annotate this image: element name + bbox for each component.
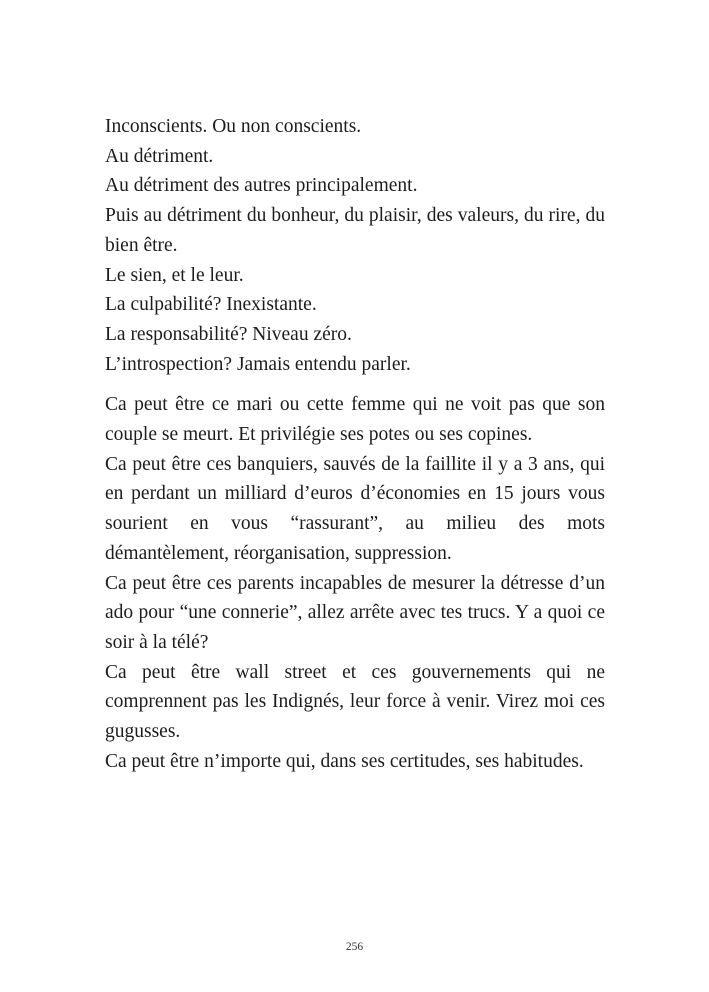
text-block-paragraphs xyxy=(105,390,605,776)
paragraph: La responsabilité? Niveau zéro. xyxy=(105,323,352,345)
text-block-lines xyxy=(105,112,605,379)
paragraph: Ca peut être wall street et ces gouvernements qui ne comprennent pas les Indignés, leur force à venir. Virez moi ces gugusses. xyxy=(105,661,605,743)
paragraph: Ca peut être ce mari ou cette femme qui ne voit pas que son couple se meurt. Et privilégie ses potes ou ses copines. xyxy=(105,394,605,446)
paragraph: Ca peut être n’importe qui, dans ses certitudes, ses habitudes. xyxy=(105,750,584,772)
paragraph: Au détriment. xyxy=(105,145,214,167)
paragraph: Le sien, et le leur. xyxy=(105,264,244,286)
paragraph: Au détriment des autres principalement. xyxy=(105,175,418,197)
paragraph: Ca peut être ces banquiers, sauvés de la faillite il y a 3 ans, qui en perdant un milliard d’euros d’économies en 15 jours vous sourient en vous “rassurant”, au milieu des mots démantèlement, réorganisation, suppression. xyxy=(105,453,605,564)
paragraph: Puis au détriment du bonheur, du plaisir, des valeurs, du rire, du bien être. xyxy=(105,205,605,256)
paragraph: Inconscients. Ou non conscients. xyxy=(105,116,362,137)
paragraph: La culpabilité? Inexistante. xyxy=(105,294,317,316)
page-number: 256 xyxy=(345,941,364,953)
paragraph: L’introspection? Jamais entendu parler. xyxy=(105,353,411,375)
page-body xyxy=(105,112,605,776)
paragraph: Ca peut être ces parents incapables de mesurer la détresse d’un ado pour “une connerie”, allez arrête avec tes trucs. Y a quoi ce soir à la télé? xyxy=(105,572,605,653)
